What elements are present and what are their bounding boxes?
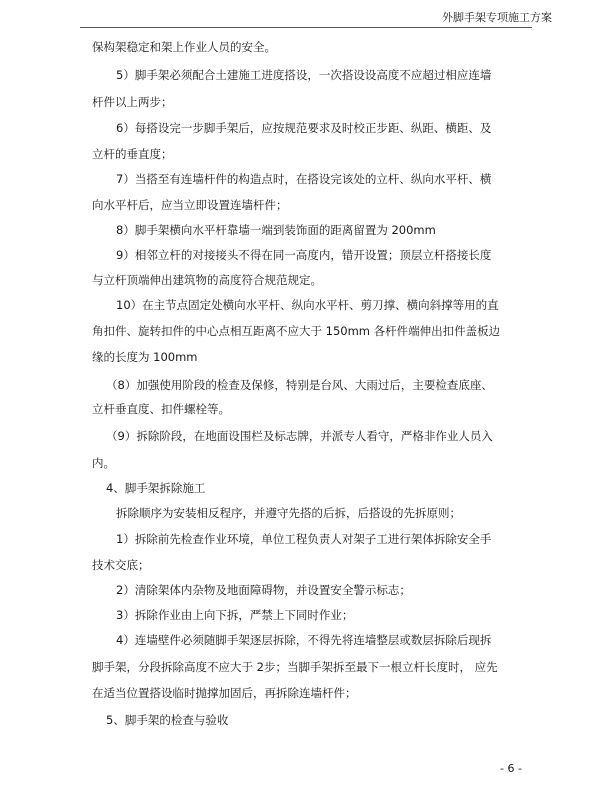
text-line: 8）脚手架横向水平杆靠墙一端到装饰面的距离留置为 200mm (116, 223, 436, 237)
text-line: 向水平杆后，应当立即设置连墙杆件； (92, 198, 288, 212)
text-line: 6）每搭设完一步脚手架后，应按规范要求及时校正步距、纵距、横距、及 (116, 121, 492, 135)
text-line: 5）脚手架必须配合土建施工进度搭设，一次搭设设高度不应超过相应连墙 (116, 68, 492, 82)
text-line: 杆件以上两步； (92, 95, 173, 109)
text-line: （9）拆除阶段，在地面设围栏及标志牌，并派专人看守，严格非作业人员入 (106, 429, 493, 443)
text-line: 缘的长度为 100mm (92, 350, 198, 364)
text-line: 与立杆顶端伸出建筑物的高度符合规范规定。 (92, 273, 322, 287)
page-header-title: 外脚手架专项施工方案 (442, 11, 552, 24)
text-line: 技术交底； (92, 558, 150, 572)
text-line: 立杆垂直度、扣件螺栓等。 (92, 402, 230, 416)
text-line: 在适当位置搭设临时抛撑加固后，再拆除连墙杆件； (92, 686, 357, 700)
page-number: - 6 - (500, 762, 522, 775)
text-line: 内。 (92, 456, 115, 470)
section-heading: 5、脚手架的检查与验收 (106, 713, 229, 727)
text-line: 3）拆除作业由上向下拆，严禁上下同时作业； (116, 608, 354, 622)
header-rule (80, 27, 532, 28)
text-line: 2）清除架体内杂物及地面障碍物，并设置安全警示标志； (116, 583, 411, 597)
section-heading: 4、脚手架拆除施工 (106, 481, 206, 495)
text-line: 4）连墙壁件必须随脚手架逐层拆除，不得先将连墙整层或数层拆除后现拆 (116, 633, 492, 647)
text-line: 9）相邻立杆的对接接头不得在同一高度内，错开设置；顶层立杆搭接长度 (116, 248, 492, 262)
text-line: 拆除顺序为安装相反程序，并遵守先搭的后拆，后搭设的先拆原则； (116, 506, 461, 520)
text-line: 7）当搭至有连墙杆件的构造点时，在搭设完该处的立杆、纵向水平杆、横 (116, 172, 492, 186)
text-line: （8）加强使用阶段的检查及保修，特别是台风、大雨过后，主要检查底座、 (106, 378, 493, 392)
text-line: 角扣件、旋转扣件的中心点相互距离不应大于 150mm 各杆件端伸出扣件盖板边 (92, 324, 501, 338)
text-line: 10）在主节点固定处横向水平杆、纵向水平杆、剪刀撑、横向斜撑等用的直 (116, 298, 499, 312)
text-line: 脚手架，分段拆除高度不应大于 2步；当脚手架拆至最下一根立杆长度时， 应先 (92, 660, 498, 674)
text-line: 立杆的垂直度； (92, 147, 173, 161)
text-line: 保构架稳定和架上作业人员的安全。 (92, 40, 276, 54)
text-line: 1）拆除前先检查作业环境，单位工程负责人对架子工进行架体拆除安全手 (116, 532, 492, 546)
